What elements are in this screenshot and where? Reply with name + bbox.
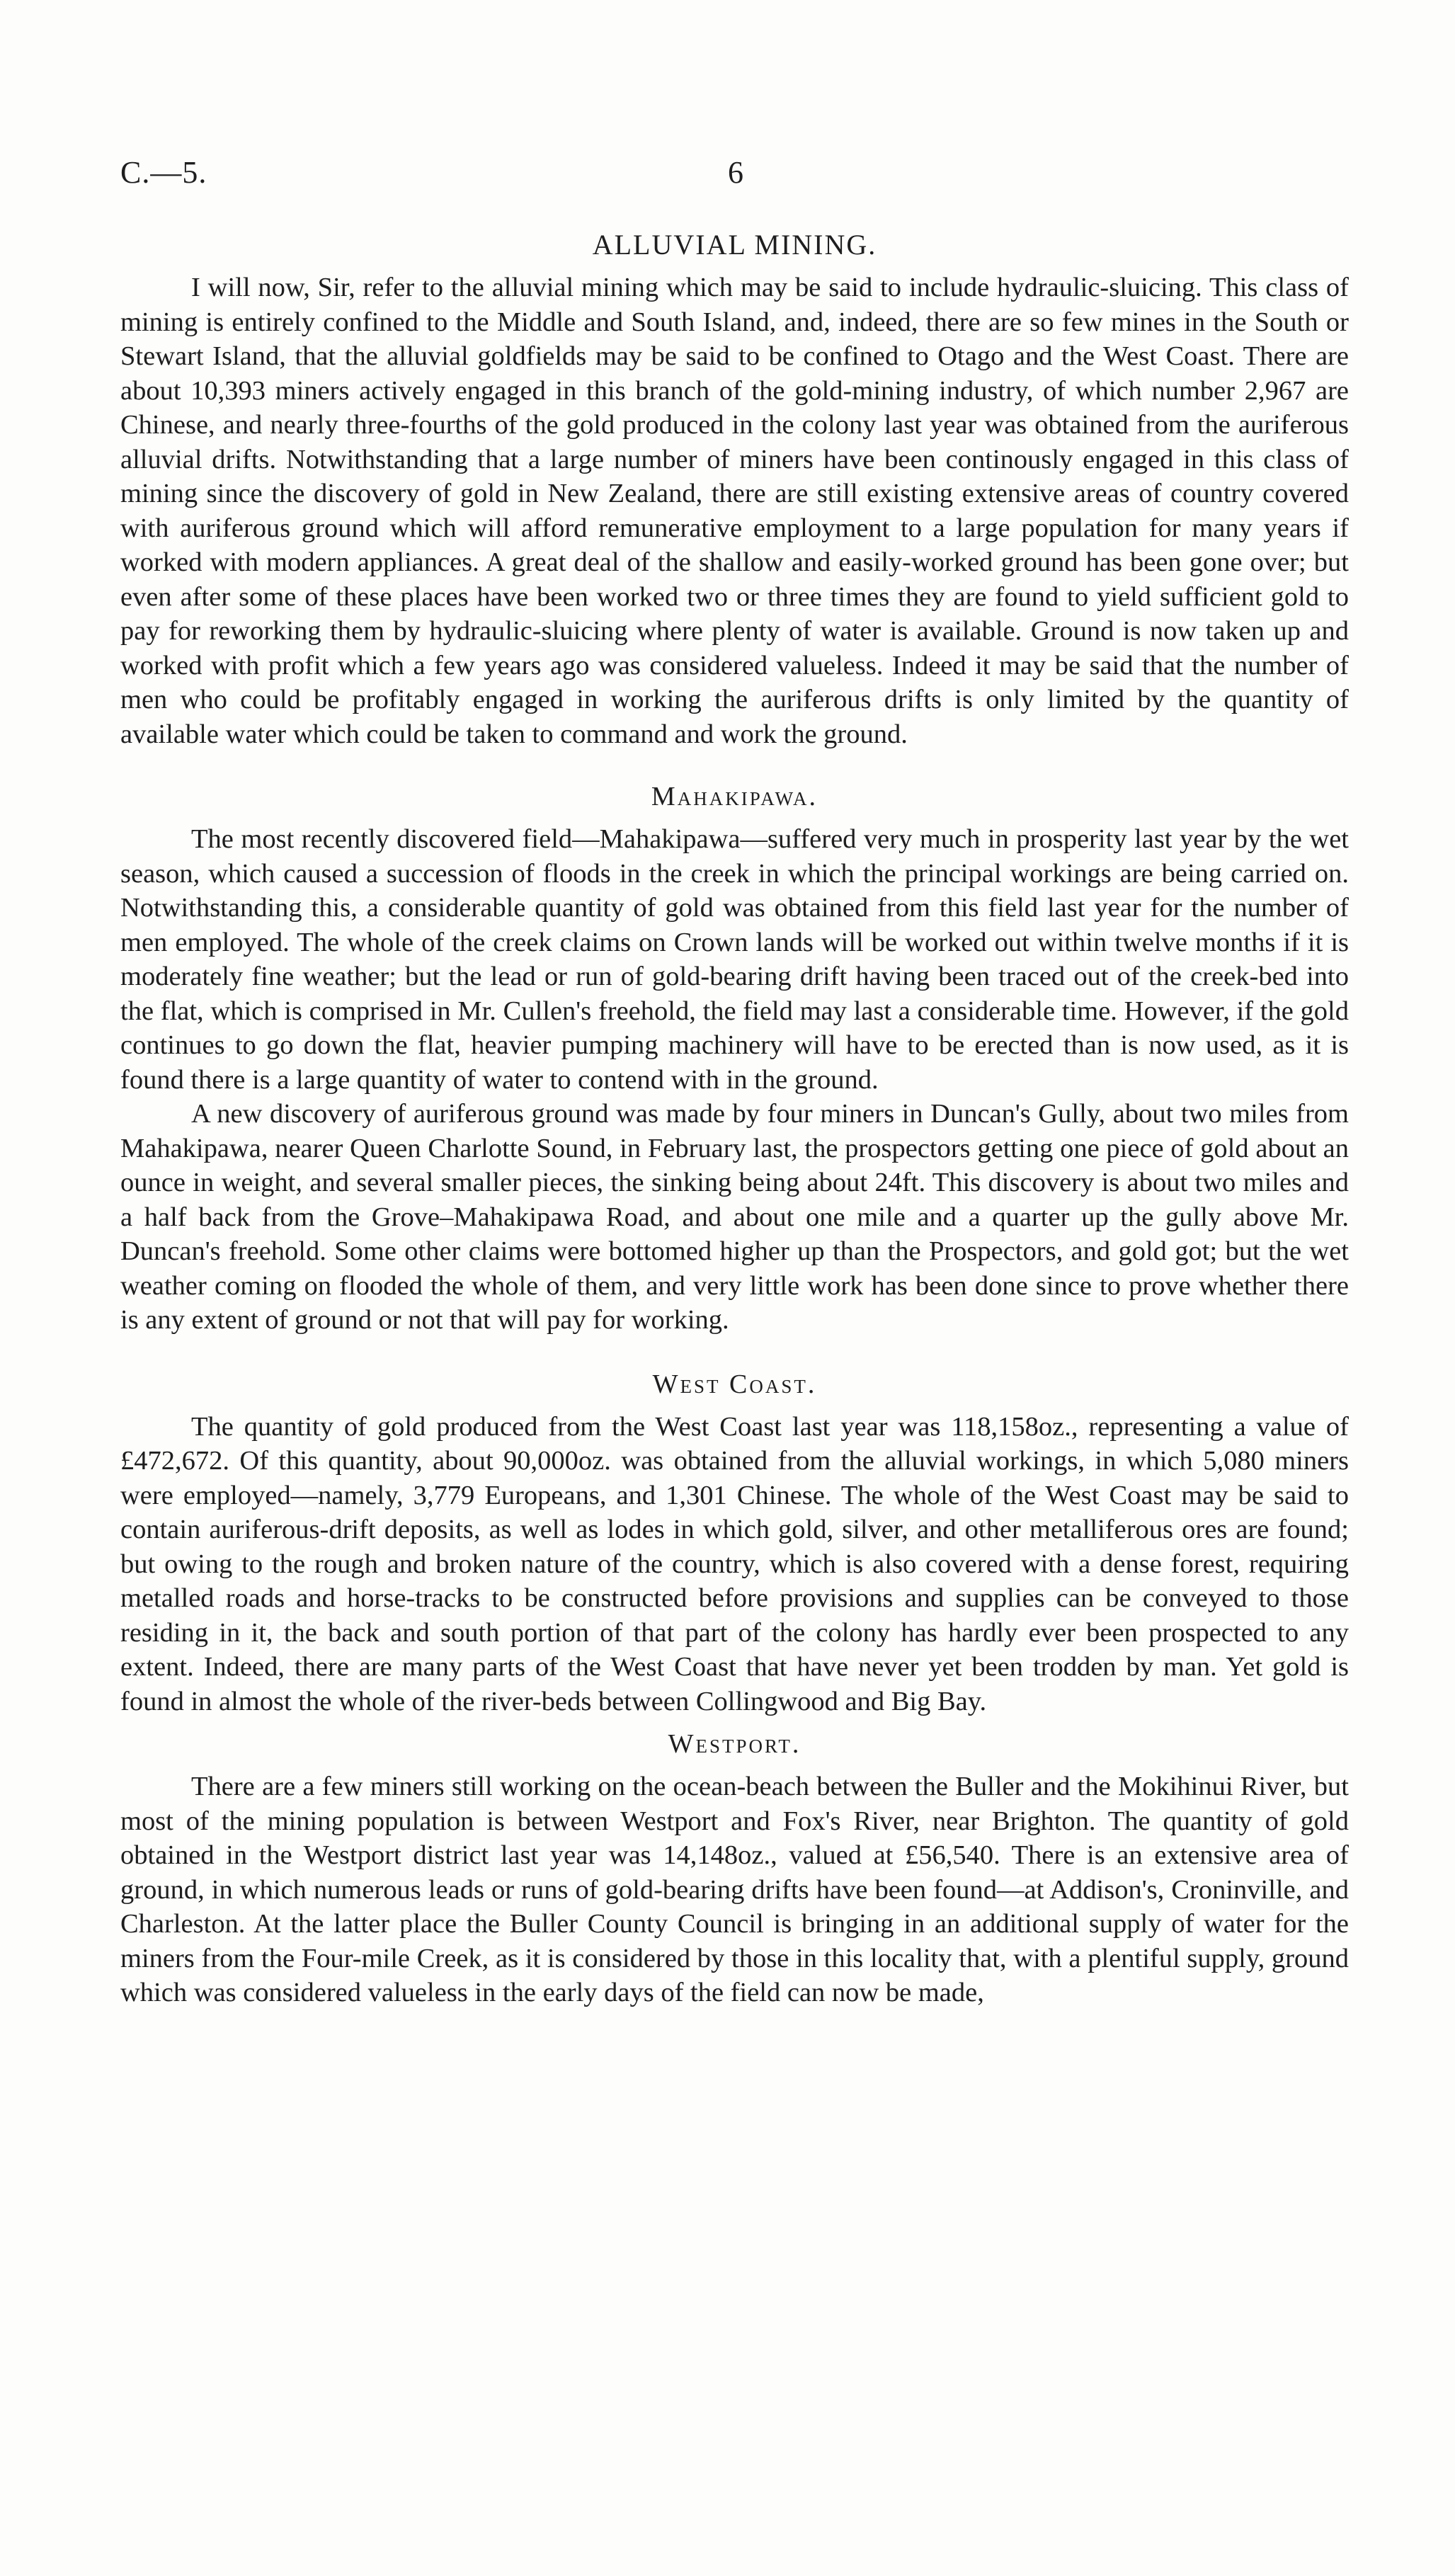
section-westport [120,1724,1349,2010]
document-reference: C.—5. [120,155,207,190]
section-heading: ALLUVIAL MINING. [592,229,877,261]
page-number: 6 [728,155,744,190]
paragraph: The quantity of gold produced from the West Coast last year was 118,158oz., representing a value of £472,672. Of this quantity, about 90,000oz. was obtained from the alluvial workings, in which 5,080 miners were employed—namely, 3,779 Europeans, and 1,301 Chinese. The whole of the West Coast may be said to contain auriferous-drift deposits, as well as lodes in which gold, silver, and other metalliferous ores are found; but owing to the rough and broken nature of the country, which is also covered with a dense forest, requiring metalled roads and horse-tracks to be constructed before provisions and supplies can be conveyed to those residing in it, the back and south portion of that part of the colony has hardly ever been prospected to any extent. Indeed, there are many parts of the West Coast that have never yet been trodden by man. Yet gold is found in almost the whole of the river-beds between Collingwood and Big Bay. [120,1411,1349,1716]
section-heading: Westport. [668,1729,801,1759]
paragraph: I will now, Sir, refer to the alluvial mining which may be said to include hydraulic-sluicing. This class of mining is entirely confined to the Middle and South Island, and, indeed, there are so few mines in the South or Stewart Island, that the alluvial goldfields may be said to be confined to Otago and the West Coast. There are about 10,393 miners actively engaged in this branch of the gold-mining industry, of which number 2,967 are Chinese, and nearly three-fourths of the gold produced in the colony last year was obtained from the auriferous alluvial drifts. Notwithstanding that a large number of miners have been continously engaged in this class of mining since the discovery of gold in New Zealand, there are still existing extensive areas of country covered with auriferous ground which will afford remunerative employment to a large population for many years if worked with modern appliances. A great deal of the shallow and easily-worked ground has been gone over; but even after some of these places have been worked two or three times they are found to yield sufficient gold to pay for reworking them by hydraulic-sluicing where plenty of water is available. Ground is now taken up and worked with profit which a few years ago was considered valueless. Indeed it may be said that the number of men who could be profitably engaged in working the auriferous drifts is only limited by the quantity of available water which could be taken to command and work the ground. [120,273,1349,749]
section-west-coast [120,1364,1349,1719]
section-heading: Mahakipawa. [651,782,818,811]
page-body [120,225,1349,2010]
paragraph: There are a few miners still working on the ocean-beach between the Buller and the Mokihinui River, but most of the mining population is between Westport and Fox's River, near Brighton. The quantity of gold obtained in the Westport district last year was 14,148oz., valued at £56,540. There is an extensive area of ground, in which numerous leads or runs of gold-bearing drifts have been found—at Addison's, Croninville, and Charleston. At the latter place the Buller County Council is bringing in an additional supply of water for the miners from the Four-mile Creek, as it is considered by those in this locality that, with a plentiful supply, ground which was considered valueless in the early days of the field can now be made, [120,1772,1349,2007]
paragraph: A new discovery of auriferous ground was made by four miners in Duncan's Gully, about two miles from Mahakipawa, nearer Queen Charlotte Sound, in February last, the prospectors getting one piece of gold about an ounce in weight, and several smaller pieces, the sinking being about 24ft. This discovery is about two miles and a half back from the Grove–Mahakipawa Road, and about one mile and a quarter up the gully above Mr. Duncan's freehold. Some other claims were bottomed higher up than the Prospectors, and gold got; but the wet weather coming on flooded the whole of them, and very little work has been done since to prove whether there is any extent of ground or not that will pay for working. [120,1099,1349,1335]
page-header [0,154,1455,204]
section-mahakipawa [120,777,1349,1338]
section-heading: West Coast. [652,1369,817,1399]
section-alluvial-mining [120,225,1349,751]
paragraph: The most recently discovered field—Mahakipawa—suffered very much in prosperity last year by the wet season, which caused a succession of floods in the creek in which the principal workings are being carried on. Notwithstanding this, a considerable quantity of gold was obtained from this field last year for the number of men employed. The whole of the creek claims on Crown lands will be worked out within twelve months if it is moderately fine weather; but the lead or run of gold-bearing drift having been traced out of the creek-bed into the flat, which is comprised in Mr. Cullen's freehold, the field may last a considerable time. However, if the gold continues to go down the flat, heavier pumping machinery will have to be erected than is now used, as it is found there is a large quantity of water to contend with in the ground. [120,824,1349,1095]
